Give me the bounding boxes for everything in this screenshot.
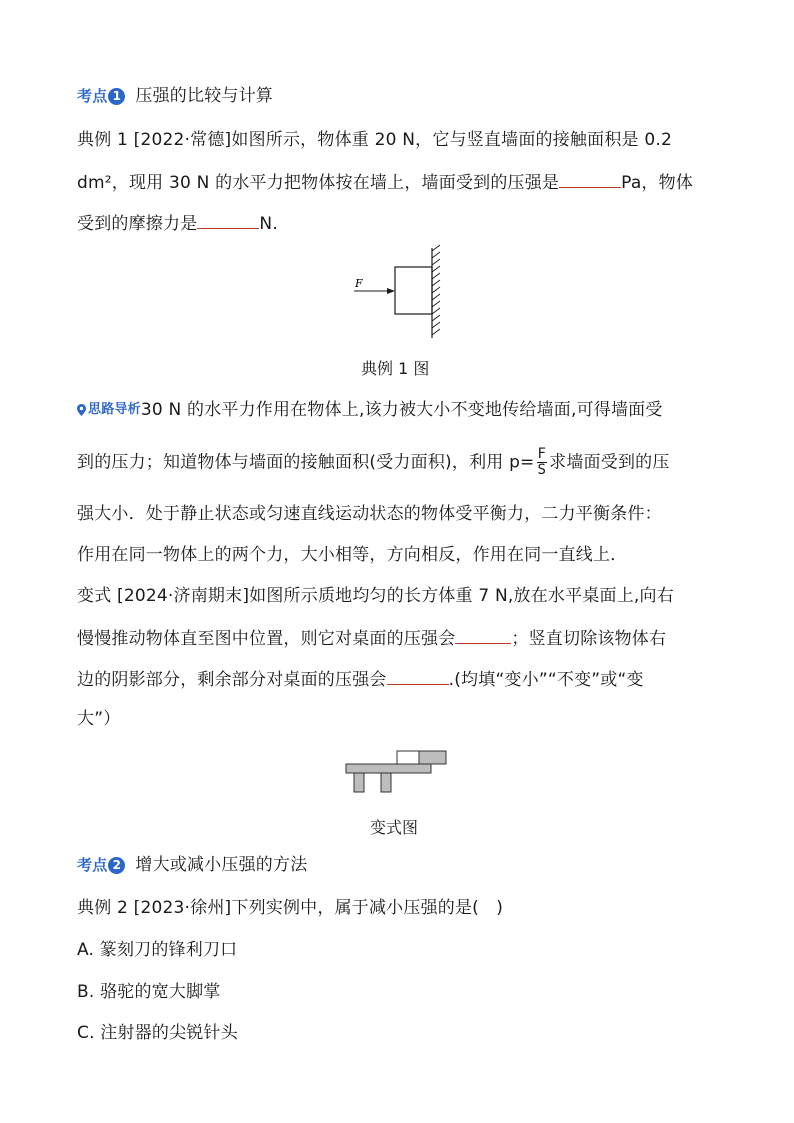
answer-blank-friction[interactable]	[197, 210, 259, 229]
answer-blank-pressure-change-1[interactable]	[455, 625, 511, 644]
table-leg-right	[381, 773, 391, 792]
option-text: 篆刻刀的锋利刀口	[99, 940, 238, 960]
table-leg-left	[354, 773, 364, 792]
section-tag: 考点	[77, 856, 108, 874]
hint-line-1	[77, 398, 663, 422]
option-text: 骆驼的宽大脚掌	[100, 982, 221, 1002]
fraction-numerator: F	[537, 446, 547, 462]
hint-text: 到的压力；知道物体与墙面的接触面积(受力面积)，利用 p=	[77, 452, 535, 473]
option-c[interactable]	[77, 1021, 238, 1045]
variant-text: ；竖直切除该物体右	[511, 629, 667, 649]
variant-source: [2024·济南期末]	[117, 586, 250, 606]
section-heading-1	[77, 84, 273, 108]
location-pin-icon	[77, 404, 86, 416]
variant-text: 慢慢推动物体直至图中位置，则它对桌面的压强会	[77, 629, 456, 649]
example-text: dm²，现用 30 N 的水平力把物体按在墙上，墙面受到的压强是	[77, 173, 560, 193]
example-text: 如图所示，物体重 20 N，它与竖直墙面的接触面积是 0.2	[231, 130, 672, 150]
section-title: 增大或减小压强的方法	[135, 855, 308, 875]
example-source: [2023·徐州]	[133, 898, 232, 918]
variant-line-2	[77, 625, 666, 651]
question-text: 下列实例中，属于减小压强的是( )	[231, 898, 504, 918]
hint-line-4: 作用在同一物体上的两个力，大小相等，方向相反，作用在同一直线上．	[77, 545, 628, 565]
hint-tag: 思路导析	[88, 402, 141, 417]
hint-line-3: 强大小．处于静止状态或匀速直线运动状态的物体受平衡力，二力平衡条件：	[77, 504, 662, 524]
variant-figure-caption: 变式图	[370, 818, 419, 837]
variant-label: 变式	[77, 586, 112, 606]
block-left-part	[397, 751, 419, 764]
figure1-caption: 典例 1 图	[361, 359, 430, 378]
option-letter: A.	[77, 940, 95, 960]
section-tag: 考点	[77, 87, 108, 105]
option-letter: C.	[77, 1023, 95, 1043]
example-source: [2022·常德]	[133, 130, 232, 150]
option-text: 注射器的尖锐针头	[100, 1023, 238, 1043]
block	[395, 267, 432, 314]
example-text: 受到的摩擦力是	[77, 214, 198, 234]
variant-line-4: 大”）	[77, 709, 121, 729]
example1-line-3	[77, 210, 278, 236]
variant-line-1	[77, 584, 674, 608]
variant-text: 如图所示质地均匀的长方体重 7 N,放在水平桌面上,向右	[249, 586, 674, 606]
hint-line-2	[77, 447, 670, 478]
pressure-formula-fraction	[537, 447, 548, 478]
hint-text: 30 N 的水平力作用在物体上,该力被大小不变地传给墙面,可得墙面受	[140, 400, 663, 420]
option-b[interactable]	[77, 980, 220, 1004]
block-shaded-part	[419, 751, 446, 764]
hint-text: 求墙面受到的压	[549, 452, 670, 473]
example-text: Pa，物体	[621, 173, 694, 193]
option-a[interactable]	[77, 938, 237, 962]
example-text: N.	[259, 214, 278, 234]
wall-hatching	[432, 245, 440, 335]
answer-blank-pressure-change-2[interactable]	[387, 666, 449, 685]
option-letter: B.	[77, 982, 95, 1002]
section-number-badge: 2	[108, 857, 125, 874]
example1-line-2	[77, 169, 693, 195]
section-number-badge: 1	[108, 88, 125, 105]
answer-blank-pressure[interactable]	[559, 169, 621, 188]
variant-figure-table	[345, 748, 449, 794]
variant-text: 边的阴影部分，剩余部分对桌面的压强会	[77, 670, 387, 690]
table-top	[346, 764, 431, 773]
fraction-denominator: S	[537, 462, 547, 478]
example1-line-1	[77, 128, 672, 152]
force-label: F	[355, 277, 363, 290]
section-heading-2	[77, 853, 307, 877]
section-title: 压强的比较与计算	[135, 86, 274, 106]
example1-figure	[350, 245, 450, 340]
arrow-head	[387, 288, 395, 294]
example-label: 典例 1	[77, 130, 129, 150]
variant-line-3	[77, 666, 644, 692]
variant-text: .(均填“变小”“不变”或“变	[448, 670, 644, 690]
example2-line-1	[77, 896, 503, 920]
example-label: 典例 2	[77, 898, 129, 918]
